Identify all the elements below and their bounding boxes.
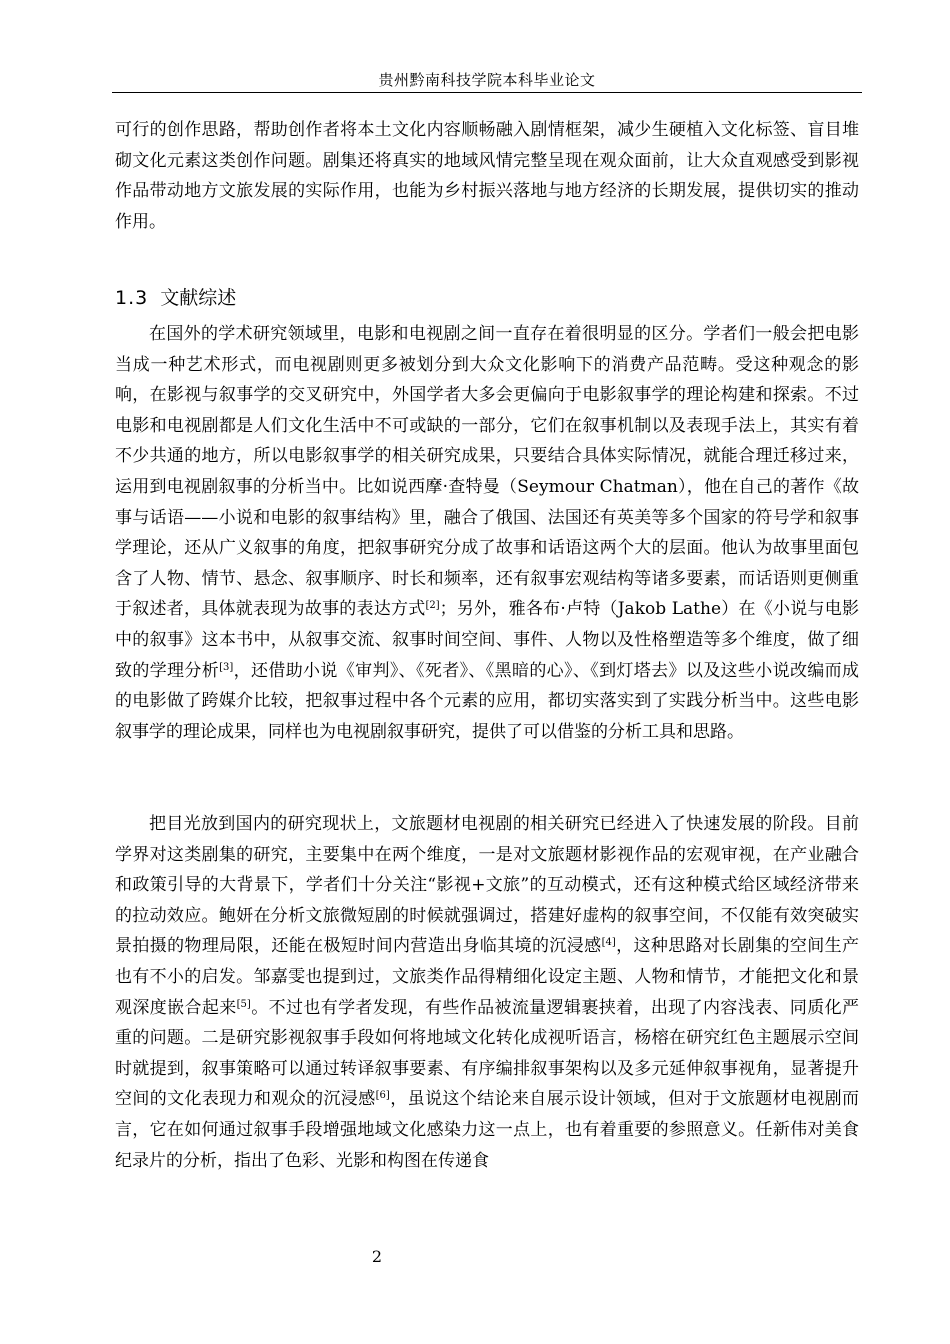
paragraph-text: ；另外，雅各布·卢特（Jakob Lathe）在《小说与电影中的叙事》这本书中，从叙事交流、叙事时间空间、事件、人物以及性格塑造等多个维度，做了细致的学理分析 (115, 599, 859, 681)
header-rule (112, 92, 862, 93)
paragraph-text: 。不过也有学者发现，有些作品被流量逻辑裹挟着，出现了内容浅表、同质化严重的问题。二是研究影视叙事手段如何将地域文化转化成视听语言，杨榕在研究红色主题展示空间时就提到，叙事策略可以通过转译叙事要素、有序编排叙事架构以及多元延伸叙事视角，显著提升空间的文化表现力和观众的沉浸感 (115, 997, 860, 1110)
citation-marker: [3] (219, 661, 234, 673)
body-paragraph-2 (115, 809, 859, 1176)
paragraph-text: ，这种思路对长剧集的空间生产也有不小的启发。邹嘉雯也提到过，文旅类作品得精细化设定主题、人物和情节，才能把文化和景观深度嵌合起来 (115, 936, 860, 1018)
section-number: 1.3 (115, 287, 149, 309)
page-number: 2 (371, 1247, 383, 1266)
paragraph-text: 在国外的学术研究领域里，电影和电视剧之间一直存在着很明显的区分。学者们一般会把电影当成一种艺术形式，而电视剧则更多被划分到大众文化影响下的消费产品范畴。受这种观念的影响，在影视与叙事学的交叉研究中，外国学者大多会更偏向于电影叙事学的理论构建和探索。不过电影和电视剧都是人们文化生活中不可或缺的一部分，它们在叙事机制以及表现手法上，其实有着不少共通的地方，所以电影叙事学的相关研究成果，只要结合具体实际情况，就能合理迁移过来，运用到电视剧叙事的分析当中。比如说西摩·查特曼（Seymour Chatman），他在自己的著作《故事与话语——小说和电影的叙事结构》里，融合了俄国、法国还有英美等多个国家的符号学和叙事学理论，还从广义叙事的角度，把叙事研究分成了故事和话语这两个大的层面。他认为故事里面包含了人物、情节、悬念、叙事顺序、时长和频率，还有叙事宏观结构等诸多要素，而话语则更侧重于叙述者，具体就表现为故事的表达方式 (115, 324, 859, 620)
running-header: 贵州黔南科技学院本科毕业论文 (378, 71, 596, 89)
intro-paragraph: 可行的创作思路，帮助创作者将本土文化内容顺畅融入剧情框架，减少生硬植入文化标签、盲目堆砌文化元素这类创作问题。剧集还将真实的地域风情完整呈现在观众面前，让大众直观感受到影视作品带动地方文旅发展的实际作用，也能为乡村振兴落地与地方经济的长期发展，提供切实的推动作用。 (115, 120, 859, 232)
citation-marker: [6] (375, 1090, 390, 1102)
paragraph-text: ，还借助小说《审判》、《死者》、《黑暗的心》、《到灯塔去》以及这些小说改编而成的电影做了跨媒介比较，把叙事过程中各个元素的应用，都切实落实到了实践分析当中。这些电影叙事学的理论成果，同样也为电视剧叙事研究，提供了可以借鉴的分析工具和思路。 (115, 660, 860, 742)
citation-marker: [5] (236, 998, 251, 1010)
paragraph-text: ，虽说这个结论来自展示设计领域，但对于文旅题材电视剧而言，它在如何通过叙事手段增强地域文化感染力这一点上，也有着重要的参照意义。任新伟对美食纪录片的分析，指出了色彩、光影和构图在传递食 (115, 1089, 860, 1171)
citation-marker: [2] (425, 600, 440, 612)
citation-marker: [4] (601, 937, 616, 949)
section-heading (115, 284, 236, 312)
section-title: 文献综述 (160, 287, 237, 309)
body-paragraph-1 (115, 319, 859, 747)
paragraph-text: 把目光放到国内的研究现状上，文旅题材电视剧的相关研究已经进入了快速发展的阶段。目前学界对这类剧集的研究，主要集中在两个维度，一是对文旅题材影视作品的宏观审视，在产业融合和政策引导的大背景下，学者们十分关注“影视+文旅”的互动模式，还有这种模式给区域经济带来的拉动效应。鲍妍在分析文旅微短剧的时候就强调过，搭建好虚构的叙事空间，不仅能有效突破实景拍摄的物理局限，还能在极短时间内营造出身临其境的沉浸感 (115, 814, 859, 957)
